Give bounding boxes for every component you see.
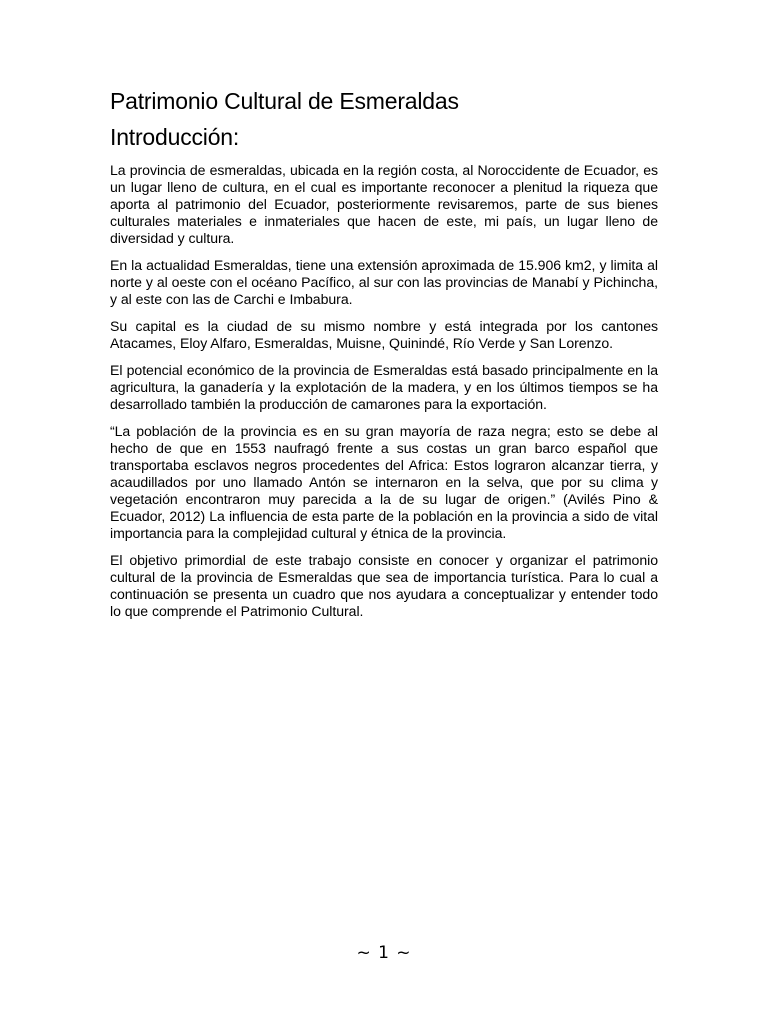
paragraph-extension: En la actualidad Esmeraldas, tiene una extensión aproximada de 15.906 km2, y limita al norte y al oeste con el océano Pacífico, al sur con las provincias de Manabí y Pichincha, y al este con las de Carchi e Imbabura. — [110, 257, 658, 307]
paragraph-population: “La población de la provincia es en su gran mayoría de raza negra; esto se debe al hecho de que en 1553 naufragó frente a sus costas un gran barco español que transportaba esclavos negros procedentes del Africa: Estos lograron alcanzar tierra, y acaudillados por uno llamado Antón se internaron en la selva, que por su clima y vegetación encontraron muy parecida a la de su lugar de origen.” (Avilés Pino & Ecuador, 2012) La influencia de esta parte de la población en la provincia a sido de vital importancia para la complejidad cultural y étnica de la provincia. — [110, 423, 658, 541]
paragraph-intro: La provincia de esmeraldas, ubicada en la región costa, al Noroccidente de Ecuador, es un lugar lleno de cultura, en el cual es importante reconocer a plenitud la riqueza que aporta al patrimonio del Ecuador, posteriormente revisaremos, parte de sus bienes culturales materiales e inmateriales que hacen de este, mi país, un lugar lleno de diversidad y cultura. — [110, 162, 658, 246]
section-heading: Introducción: — [110, 124, 240, 150]
paragraph-economy: El potencial económico de la provincia de Esmeraldas está basado principalmente en la agricultura, la ganadería y la explotación de la madera, y en los últimos tiempos se ha desarrollado también la producción de camarones para la exportación. — [110, 362, 658, 412]
page-number: ~ 1 ~ — [356, 943, 412, 963]
paragraph-objective: El objetivo primordial de este trabajo consiste en conocer y organizar el patrimonio cultural de la provincia de Esmeraldas que sea de importancia turística. Para lo cual a continuación se presenta un cuadro que nos ayudara a conceptualizar y entender todo lo que comprende el Patrimonio Cultural. — [110, 552, 658, 619]
document-body — [110, 86, 658, 630]
document-title: Patrimonio Cultural de Esmeraldas — [110, 88, 459, 114]
paragraph-capital: Su capital es la ciudad de su mismo nombre y está integrada por los cantones Atacames, Eloy Alfaro, Esmeraldas, Muisne, Quinindé, Río Verde y San Lorenzo. — [110, 318, 658, 351]
